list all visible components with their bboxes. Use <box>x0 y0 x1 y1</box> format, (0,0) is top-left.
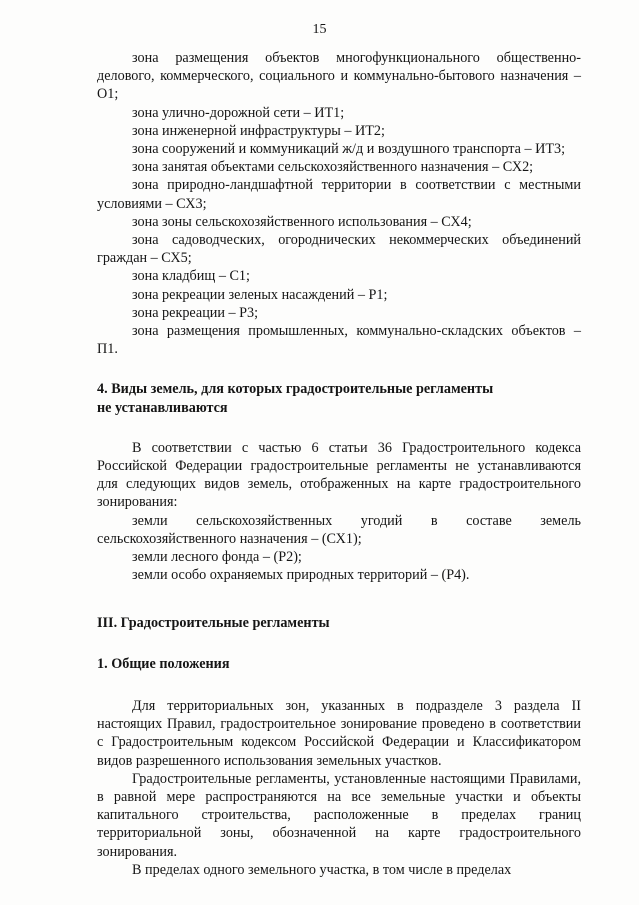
page-content <box>97 49 581 879</box>
list-item: зона рекреации – Р3; <box>132 304 259 321</box>
list-item: зона улично-дорожной сети – ИТ1; <box>132 104 345 121</box>
list-item: зона зоны сельскохозяйственного использования – СХ4; <box>132 213 472 230</box>
section-4-heading <box>97 380 581 416</box>
section-4-intro: В соответствии с частью 6 статьи 36 Градостроительного кодекса Российской Федерации градостроительные регламенты не устанавливаются для следующих видов земель, отображенных на карте градостроительного зонирования: <box>97 439 581 511</box>
paragraph: В пределах одного земельного участка, в том числе в пределах <box>132 861 512 878</box>
list-item: зона размещения промышленных, коммунально-складских объектов – П1. <box>97 323 581 358</box>
list-item: земли особо охраняемых природных территорий – (Р4). <box>132 567 470 584</box>
paragraph: Для территориальных зон, указанных в подразделе 3 раздела II настоящих Правил, градостроительное зонирование проведено в соответствии с Градостроительным кодексом Российской Федерации и Классификатором видов разрешенного использования земельных участков. <box>97 697 581 769</box>
general-provisions-heading: 1. Общие положения <box>97 655 230 672</box>
list-item: зона кладбищ – С1; <box>132 268 250 285</box>
list-item: зона занятая объектами сельскохозяйственного назначения – СХ2; <box>132 159 534 176</box>
paragraph: Градостроительные регламенты, установленные настоящими Правилами, в равной мере распространяются на все земельные участки и объекты капитального строительства, расположенные в пределах границ территориальной зоны, обозначенной на карте градостроительного зонирования. <box>97 770 581 860</box>
list-item: зона размещения объектов многофункционального общественно-делового, коммерческого, социального и коммунально-бытового назначения – О1; <box>97 50 581 103</box>
list-item: зона сооружений и коммуникаций ж/д и воздушного транспорта – ИТ3; <box>132 141 566 158</box>
page-number: 15 <box>312 22 327 37</box>
list-item: зона инженерной инфраструктуры – ИТ2; <box>132 122 385 139</box>
part-3-heading: III. Градостроительные регламенты <box>97 615 330 632</box>
list-item: зона рекреации зеленых насаждений – Р1; <box>132 286 388 303</box>
section-4-heading-line2: не устанавливаются <box>97 399 228 416</box>
list-item: зона садоводческих, огороднических некоммерческих объединений граждан – СХ5; <box>97 232 581 267</box>
section-4-heading-line1: 4. Виды земель, для которых градостроительные регламенты <box>97 381 494 398</box>
list-item: земли лесного фонда – (Р2); <box>132 549 302 566</box>
list-item: зона природно-ландшафтной территории в соответствии с местными условиями – СХ3; <box>97 177 581 212</box>
list-item: земли сельскохозяйственных угодий в составе земель сельскохозяйственного назначения – (СХ1); <box>97 512 581 547</box>
zones-list <box>97 49 581 358</box>
